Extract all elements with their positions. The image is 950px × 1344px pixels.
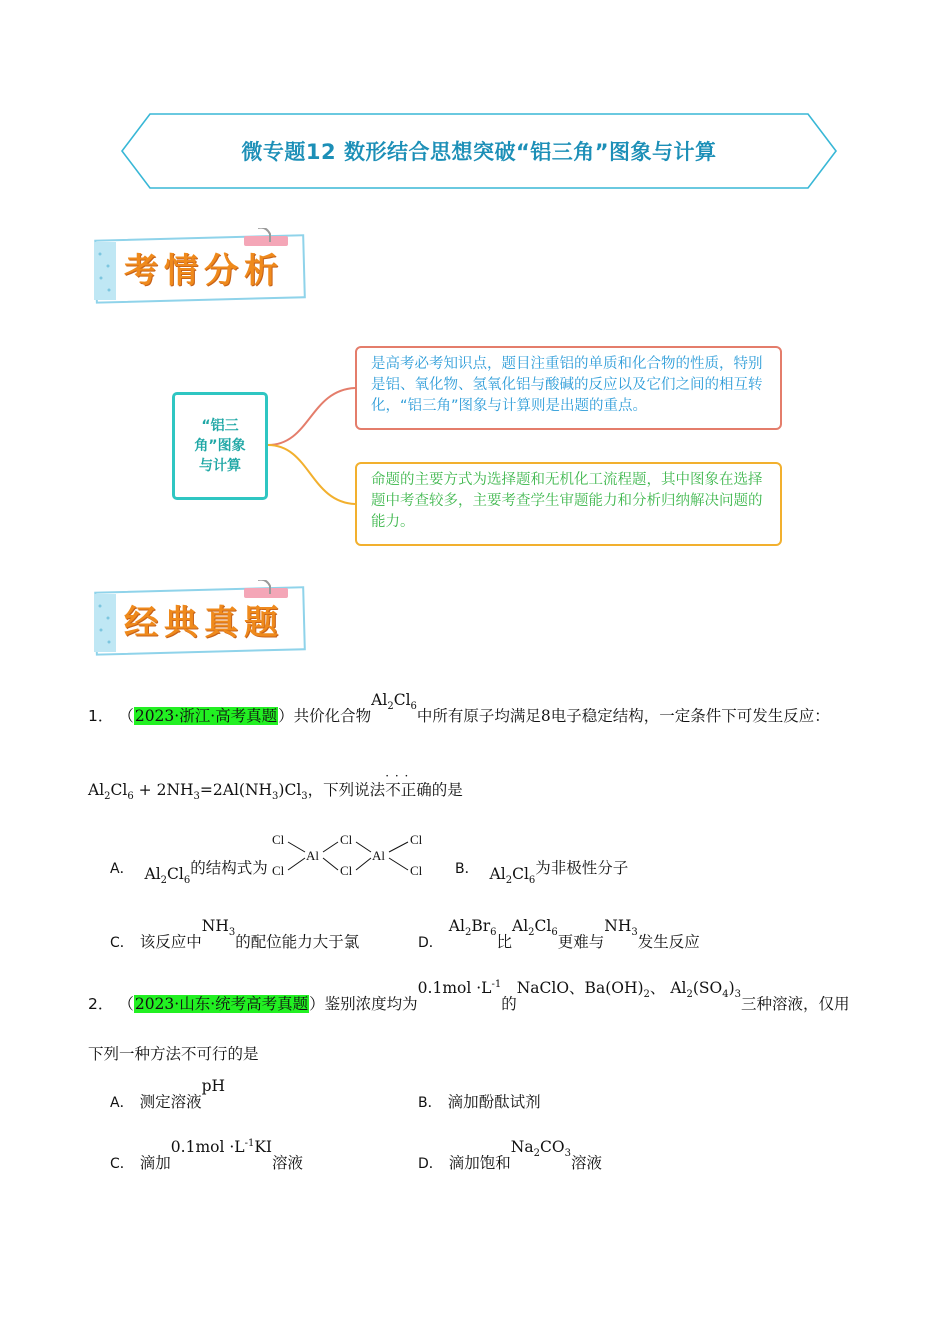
q2-concentration: $0.1mol \cdot L^{-1}$ <box>417 979 502 997</box>
formula-text: Na <box>510 1138 534 1156</box>
formula-ki: $0.1mol \cdot L^{-1}KI$ <box>170 1138 273 1156</box>
conc-text: 0.1mol ·L <box>417 979 492 997</box>
mindmap <box>160 340 790 560</box>
conc-text: 0.1mol ·L <box>170 1138 245 1156</box>
eq-part: + 2NH <box>138 781 194 799</box>
salts-text: NaClO、Ba(OH) <box>516 979 644 997</box>
section-header-analysis <box>88 228 310 306</box>
option-text: 滴加 <box>139 1154 171 1172</box>
q1-source-tag: （2023·浙江·高考真题） <box>118 707 294 725</box>
mindmap-node-importance: 是高考必考知识点，题目注重铝的单质和化合物的性质，特别是铝、氧化物、氢氧化铝与酸碱的反应以及它们之间的相互转化，“铝三角”图象与计算则是出题的重点。 <box>355 346 782 430</box>
option-letter: D． <box>418 1156 443 1172</box>
q2-number: 2． <box>88 995 114 1013</box>
q1-option-d[interactable] <box>418 917 700 952</box>
formula-nh3: $NH_3$ <box>604 917 638 938</box>
q1-text: 共价化合物 <box>293 707 372 725</box>
struct-label: Cl <box>340 863 353 878</box>
option-text: 的结构式为 <box>190 859 268 877</box>
formula-al2cl6: $Al_2Cl_6$ <box>144 865 191 886</box>
title-banner <box>120 112 838 190</box>
q1-tag-text: 2023·浙江·高考真题 <box>134 707 278 725</box>
formula-na2co3: $Na_2CO_3$ <box>510 1138 571 1159</box>
formula-al2cl6: $Al_2Cl_6$ <box>512 917 558 938</box>
option-text: 的配位能力大于氯 <box>235 933 360 951</box>
section-title-classic: 经典真题 <box>124 602 284 643</box>
al2cl6-structure-diagram <box>268 828 438 882</box>
option-text: 滴加饱和 <box>448 1154 511 1172</box>
q1-text: 的是 <box>431 781 463 799</box>
struct-label: Cl <box>272 832 285 847</box>
q1-number: 1． <box>88 707 114 725</box>
q2-stem-line2: 下列一种方法不可行的是 <box>88 1045 259 1063</box>
q2-tag-text: 2023·山东·统考高考真题 <box>134 995 309 1013</box>
option-text: 测定溶液 <box>139 1093 202 1111</box>
option-letter: C． <box>110 935 134 951</box>
struct-label: Cl <box>410 863 423 878</box>
q2-option-b[interactable] <box>418 1090 541 1112</box>
formula-al2cl6: $Al_2Cl_6$ <box>489 865 536 886</box>
q1-text: ，下列说法 <box>307 781 386 799</box>
q2-text: 三种溶液，仅用 <box>741 995 850 1013</box>
option-text: 滴加酚酞试剂 <box>447 1093 541 1111</box>
page-title: 微专题12 数形结合思想突破“铝三角”图象与计算 <box>241 140 717 164</box>
q2-option-d[interactable] <box>418 1138 602 1173</box>
formula-text: Al <box>371 691 388 709</box>
eq-part: Al <box>88 781 105 799</box>
option-text: 发生反应 <box>637 933 700 951</box>
section-title-analysis: 考情分析 <box>124 250 284 291</box>
struct-label: Cl <box>410 832 423 847</box>
q1-option-a[interactable] <box>110 856 268 886</box>
option-letter: A． <box>110 1095 134 1111</box>
option-letter: B． <box>418 1095 442 1111</box>
q1-text: 中所有原子均满足8电子稳定结构，一定条件下可发生反应： <box>416 707 830 725</box>
option-text: 溶液 <box>570 1154 602 1172</box>
q2-salts: NaClO、$Ba(OH)_2$、 $Al_2(SO_4)_3$ <box>516 979 742 1000</box>
q1-equation: $Al_2Cl_6 + 2NH_3=2Al(NH_3)Cl_3$ <box>88 781 308 802</box>
option-text: 比 <box>496 933 513 951</box>
formula-ph: pH <box>201 1077 226 1095</box>
eq-part: )Cl <box>278 781 302 799</box>
q1-stem-line1 <box>88 691 830 726</box>
q1-option-c[interactable] <box>110 917 360 952</box>
q2-source-tag: （2023·山东·统考高考真题） <box>118 995 325 1013</box>
mindmap-center-node: “铝三角”图象与计算 <box>172 392 268 500</box>
struct-label: Cl <box>340 832 353 847</box>
q2-text: 的 <box>501 995 517 1013</box>
q1-emphasis: 不正确 · · · <box>385 781 432 799</box>
option-letter: C． <box>110 1156 134 1172</box>
eq-part: =2Al(NH <box>199 781 273 799</box>
struct-label: Al <box>306 848 319 863</box>
formula-nh3: $NH_3$ <box>201 917 236 938</box>
option-text: 更难与 <box>557 933 605 951</box>
salt-text: Al <box>670 979 687 997</box>
q1-formula: $Al_2Cl_6$ <box>371 691 417 712</box>
option-text: 为非极性分子 <box>535 859 629 877</box>
struct-label: Cl <box>272 863 285 878</box>
option-text: 溶液 <box>272 1154 304 1172</box>
option-letter: D． <box>418 935 443 951</box>
mindmap-node-format: 命题的主要方式为选择题和无机化工流程题，其中图象在选择题中考查较多，主要考查学生审题能力和分析归纳解决问题的能力。 <box>355 462 782 546</box>
struct-label: Al <box>372 848 385 863</box>
q2-text: 鉴别浓度均为 <box>324 995 418 1013</box>
ki-text: KI <box>254 1138 273 1156</box>
option-letter: B． <box>455 861 479 877</box>
q1-option-b[interactable] <box>455 856 629 886</box>
option-text: 该反应中 <box>139 933 202 951</box>
q1-equation-line <box>88 778 463 800</box>
q2-option-a[interactable] <box>110 1077 226 1112</box>
section-header-classic <box>88 580 310 658</box>
formula-al2br6: $Al_2Br_6$ <box>448 917 497 938</box>
option-letter: A． <box>110 861 134 877</box>
